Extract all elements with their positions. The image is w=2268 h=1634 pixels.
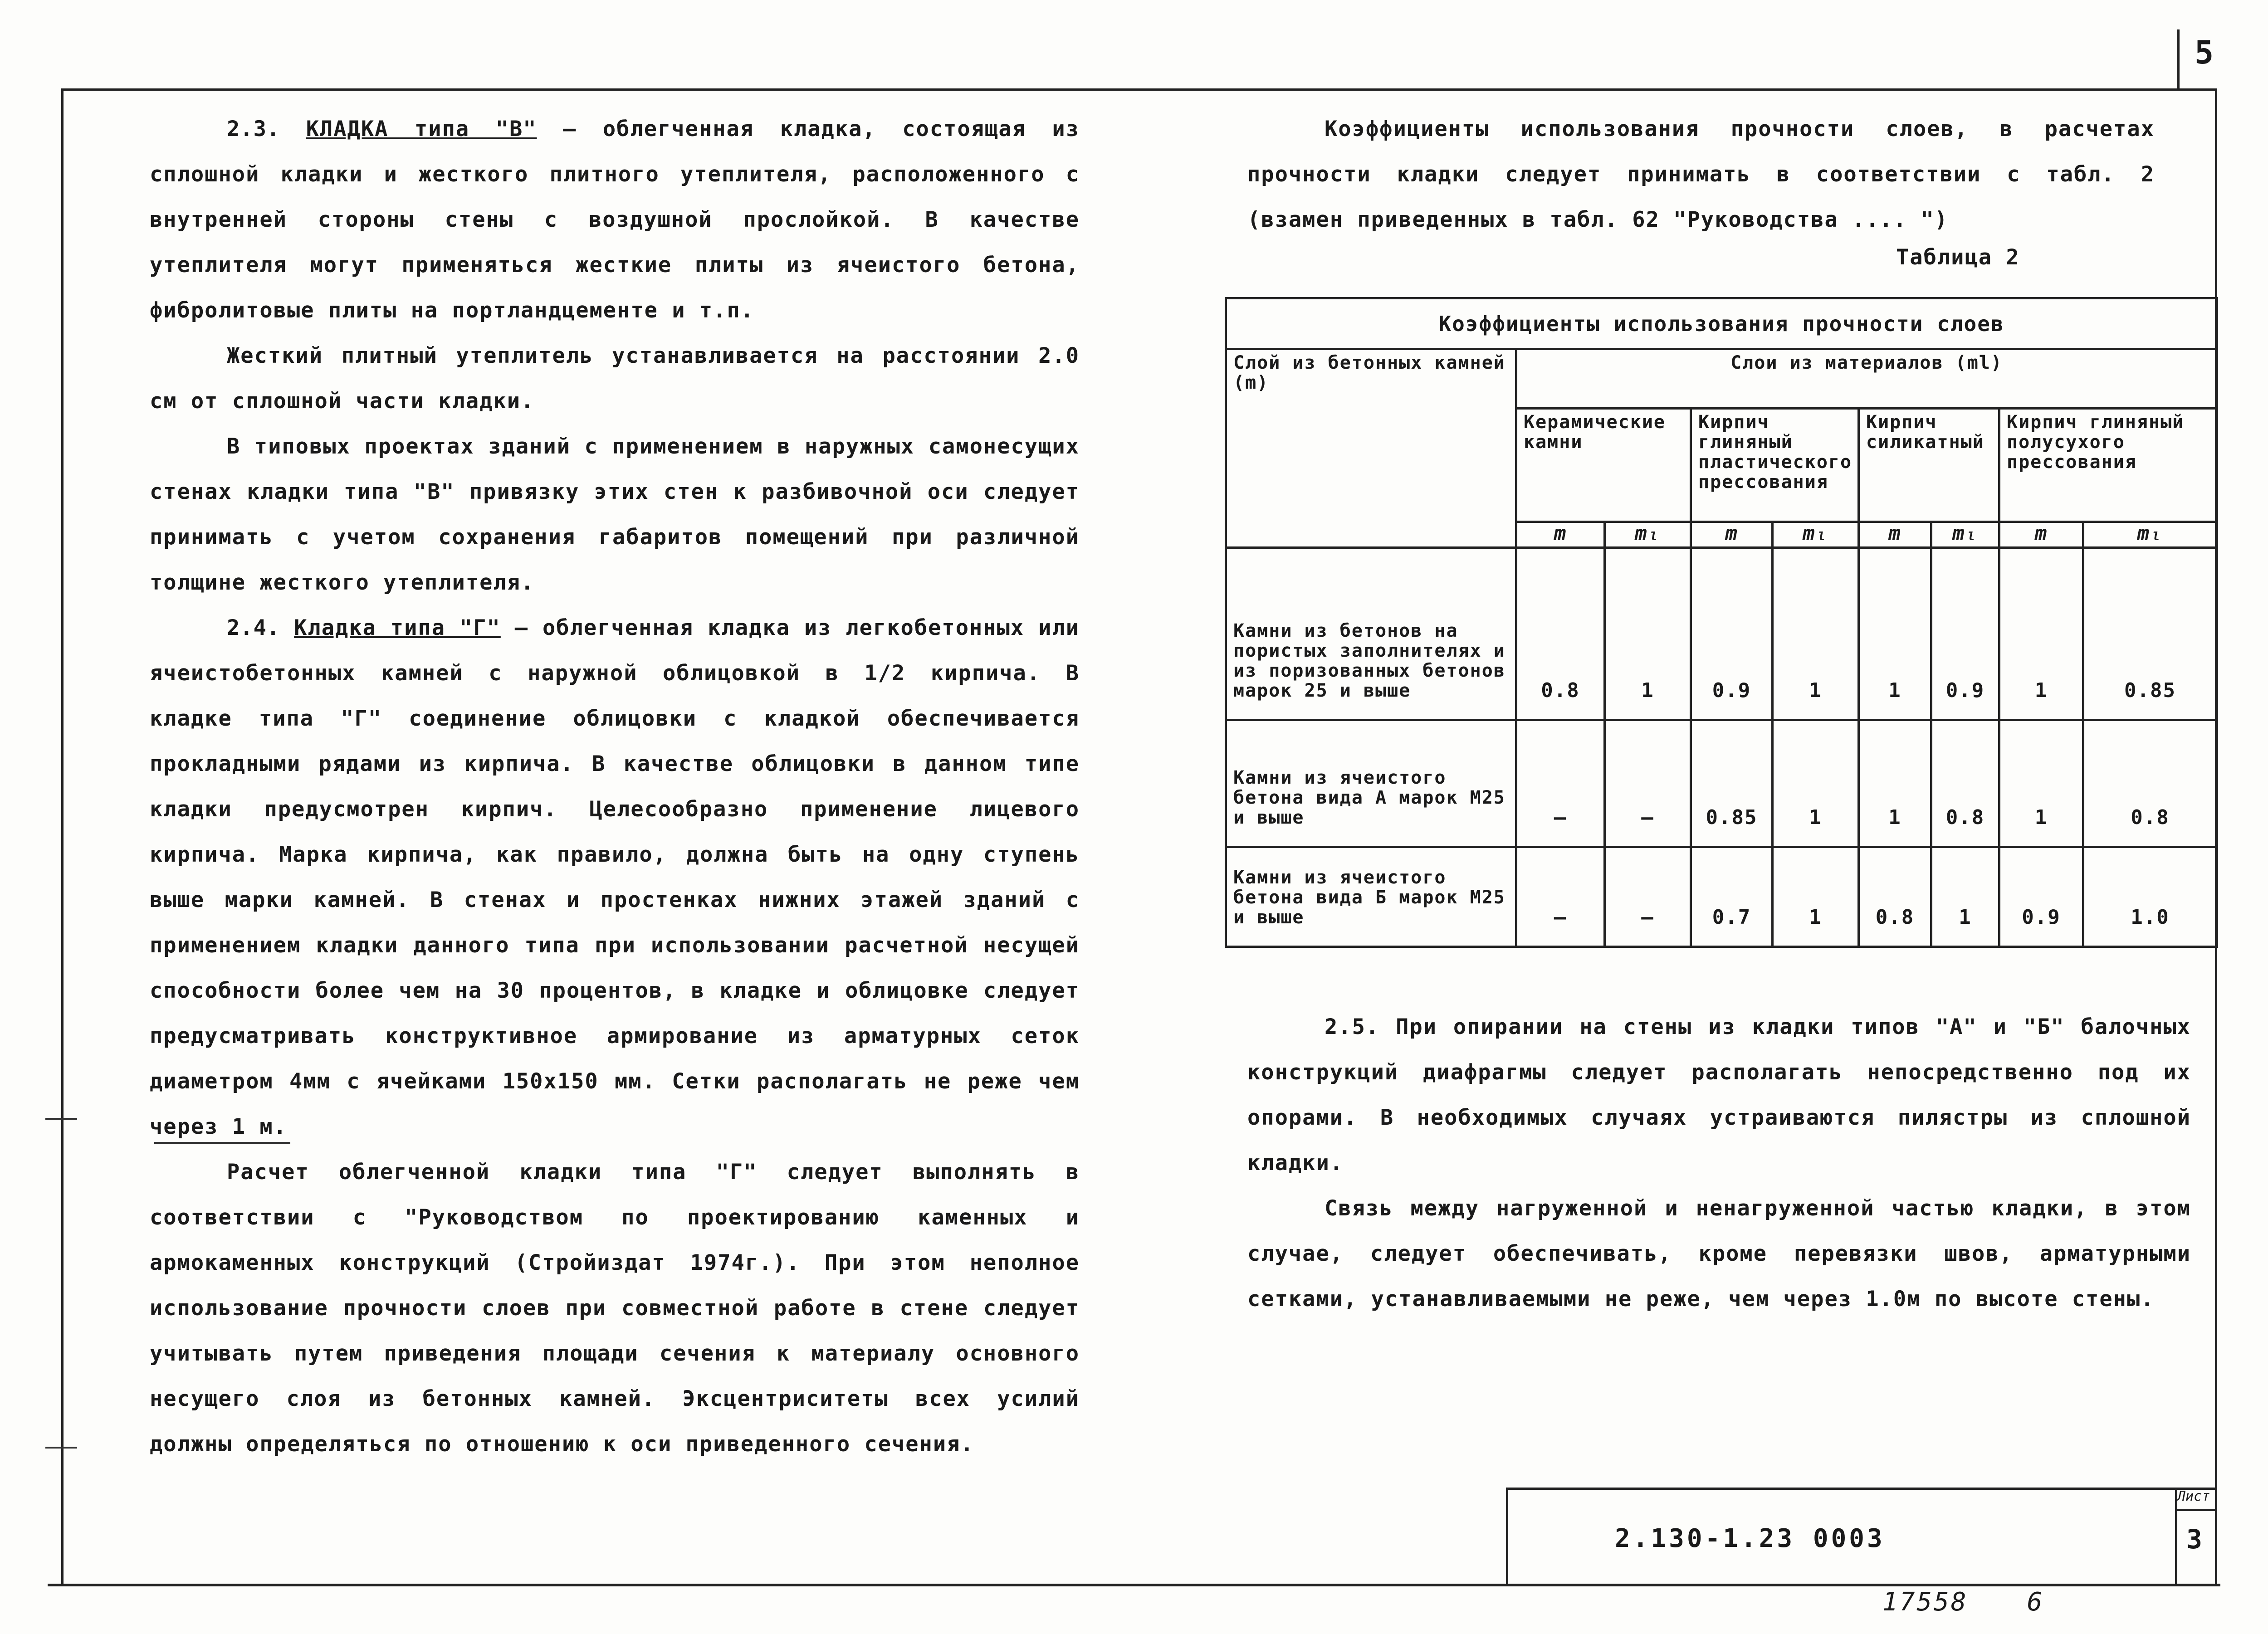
subheader-m: m [1516,522,1605,548]
table-cell: 1 [1859,548,1931,720]
paragraph-coefficients-intro: Коэффициенты использования прочности слоев, в расчетах прочности кладки следует принимать в соответствии с табл. 2 (взамен приведенных в табл. 62 "Руководства .... ") [1247,117,2155,232]
subheader-ml: mₗ [1773,522,1859,548]
frame-top-border [61,88,2216,91]
column-header-silicate: Кирпич силикатный [1859,409,1999,522]
document-code: 2.130-1.23 0003 [1615,1524,1885,1553]
subheader-m: m [1999,522,2083,548]
paragraph-typical-projects: В типовых проектах зданий с применением в наружных самонесущих стенах кладки типа "В" привязку этих стен к разбивочной оси следует принимать с учетом сохранения габаритов помещений при различной толщине жесткого утеплителя. [150,434,1080,595]
column-header-ceramic: Керамические камни [1516,409,1691,522]
row-label: Камни из ячеистого бетона вида А марок М25 и выше [1226,720,1516,847]
right-intro-text [1247,107,2155,243]
subheader-m: m [1859,522,1931,548]
table-title: Коэффициенты использования прочности слоев [1226,298,2217,349]
sheet-corner-number: 5 [2195,34,2214,71]
subheader-ml: mₗ [1931,522,1999,548]
sheet-cell-divider [2175,1509,2215,1511]
table-cell: 1 [1999,720,2083,847]
column-header-clay-plastic: Кирпич глиняный пластического прессования [1691,409,1859,522]
frame-left-border [61,88,64,1585]
table-cell: 0.7 [1691,847,1773,947]
paragraph-text: – облегченная кладка, состоящая из сплошной кладки и жесткого плитного утеплителя, расположенного с внутренней стороны стены с воздушной прослойкой. В качестве утеплителя могут применяться жесткие плиты из ячеистого бетона, фибролитовые плиты на портландцементе и т.п. [150,117,1080,323]
coefficients-table-wrapper [1225,297,2216,948]
section-title: КЛАДКА типа "В" [306,117,537,141]
paragraph-2-5: 2.5. При опирании на стены из кладки типов "А" и "Б" балочных конструкций диафрагмы следует располагать непосредственно под их опорами. В необходимых случаях устраиваются пилястры из сплошной кладки. [1247,1015,2191,1176]
table-caption: Таблица 2 [1896,245,2020,270]
group-header-cell: Слои из материалов (ml) [1516,349,2217,409]
handwritten-number: 6 [2027,1587,2044,1617]
table-cell: 0.85 [2083,548,2217,720]
handwritten-archive-number [1882,1587,2044,1617]
subheader-ml: mₗ [1605,522,1691,548]
paragraph-connection: Связь между нагруженной и ненагруженной частью кладки, в этом случае, следует обеспечивать, кроме перевязки швов, арматурными сетками, устанавливаемыми не реже, чем через 1.0м по высоте стены. [1247,1196,2191,1312]
table-cell: 1 [1773,847,1859,947]
paragraph-2-3 [150,107,1080,333]
margin-tick [45,1118,77,1120]
coefficients-table [1225,297,2218,948]
paragraph-text: – облегченная кладка из легкобетонных или ячеистобетонных камней с наружной облицовкой в 1/2 кирпича. В кладке типа "Г" соединение облицовки с кладкой обеспечивается прокладными рядами из кирпича. В качестве облицовки в данном типе кладки предусмотрен кирпич. Целесообразно применение лицевого кирпича. Марка кирпича, как правило, должна быть на одну ступень выше марки камней. В стенах и простенках нижних этажей зданий с применением кладки данного типа при использовании расчетной несущей способности более чем на 30 процентов, в кладке и облицовке следует предусматривать конструктивное армирование из арматурных сеток диаметром 4мм с ячейками 150х150 мм. Сетки располагать не реже чем через 1 м. [150,615,1080,1139]
table-cell: 0.8 [2083,720,2217,847]
table-cell: 0.8 [1516,548,1605,720]
table-cell: 1.0 [2083,847,2217,947]
table-cell: 0.9 [1691,548,1773,720]
paragraph-2-4 [150,605,1080,1150]
section-number: 2.4. [227,615,280,640]
margin-tick [45,1447,77,1449]
paragraph-insulation-distance: Жесткий плитный утеплитель устанавливается на расстоянии 2.0 см от сплошной части кладки. [150,343,1080,414]
subheader-m: m [1691,522,1773,548]
table-cell: 0.85 [1691,720,1773,847]
row-header-cell: Слой из бетонных камней (m) [1226,349,1516,548]
table-cell: 1 [1605,548,1691,720]
left-text-column [150,107,1080,1467]
table-cell: — [1516,720,1605,847]
handwritten-number: 17558 [1882,1587,1968,1617]
subheader-ml: mₗ [2083,522,2217,548]
row-label: Камни из бетонов на пористых заполнителях и из поризованных бетонов марок 25 и выше [1226,548,1516,720]
right-lower-text [1247,1005,2191,1322]
table-cell: 1 [1859,720,1931,847]
section-title: Кладка типа "Г" [294,615,501,640]
table-cell: 1 [1773,548,1859,720]
row-label: Камни из ячеистого бетона вида Б марок М25 и выше [1226,847,1516,947]
table-cell: — [1605,720,1691,847]
table-cell: 0.9 [1931,548,1999,720]
sheet-label: Лист [2177,1488,2210,1504]
paragraph-calculation: Расчет облегченной кладки типа "Г" следует выполнять в соответствии с "Руководством по проектированию каменных и армокаменных конструкций (Стройиздат 1974г.). При этом неполное использование прочности слоев при совместной работе в стене следует учитывать путем приведения площади сечения к материалу основного несущего слоя из бетонных камней. Эксцентриситеты всех усилий должны определяться по отношению к оси приведенного сечения. [150,1160,1080,1457]
column-header-clay-semidry: Кирпич глиняный полусухого прессования [1999,409,2217,522]
table-row [1226,720,2217,847]
table-cell: 1 [1773,720,1859,847]
table-cell: 0.9 [1999,847,2083,947]
table-cell: 0.8 [1859,847,1931,947]
table-cell: 0.8 [1931,720,1999,847]
table-cell: 1 [1931,847,1999,947]
table-cell: 1 [1999,548,2083,720]
section-number: 2.3. [227,117,280,141]
sheet-number: 3 [2186,1524,2202,1555]
table-row [1226,847,2217,947]
table-row [1226,548,2217,720]
table-cell: — [1516,847,1605,947]
table-cell: — [1605,847,1691,947]
